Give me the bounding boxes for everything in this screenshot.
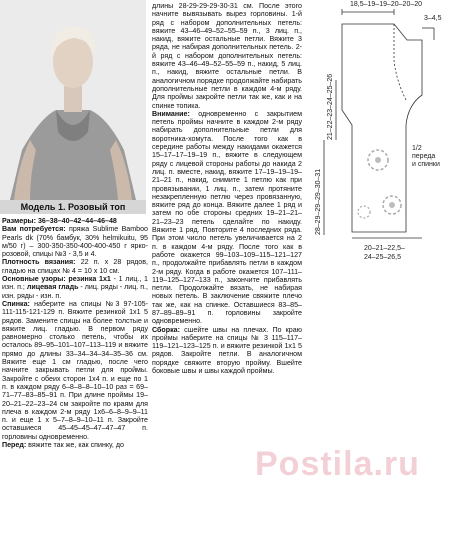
back-label: Спинка: (2, 299, 30, 308)
watermark-logo: Postila.ru (255, 445, 420, 483)
patterns-label: Основные узоры: (2, 275, 66, 284)
bottom-width-line-1: 20–21–22,5– (364, 245, 405, 252)
top-width-label: 18,5–19–19–20–20–20 (350, 1, 423, 8)
shoulder-label: 3–4,5 (424, 15, 442, 22)
attention-text: одновременно с закрытием петель проймы начните в каждом 2-м ряду набирать дополнительные петли для воротника-хомута. После того как в середине работы между накидами окажется 15–17–17–19–19 п., вяжите в следующем ряду с лицевой стороны работы до накида 2 лиц. п. вместе, накид, вяжите 17–19–19–19–21–21 п., накид, снимите 1 петлю как при провязывании, 1 лиц. п., затем протяните незакрепленную петлю через провязанную, вяжите ряд до конца. Вяжите далее 1 ряд и затем по обе стороны средних 19–21–21–21–23–23 петель сделайте по накиду. Вяжите 1 ряд. Повторите 4 последних ряда. При этом число петель увеличивается на 2 п. в каждом 4-м ряду. После того как в работе окажется 99–103–109–115–121–127 п., продолжайте прибавлять петли в каждом 2-м ряду. Когда в работе окажется 107–111–119–125–127–133 п., закончите прибавлять петли. Продолжайте вязать, не набирая новых петель. В заключение свяжите плечо так же, как на спинке. Оставшиеся 83–85–87–89–89–91 п. горловины закройте одновременно. (152, 109, 302, 326)
sizes-label: Размеры: (2, 217, 36, 225)
assembly-label: Сборка: (152, 325, 180, 334)
note-line-1: 1/2 (412, 145, 422, 152)
attention-paragraph (152, 110, 302, 326)
assembly-paragraph (152, 326, 302, 376)
snowflake-icon (358, 150, 401, 218)
note-line-2: переда (412, 153, 436, 160)
left-heights-2-label: 28–29–29–29–30–31 (315, 168, 322, 235)
pattern-schematic (312, 0, 460, 300)
patterns-rib-value: - 1 лиц., 1 изн. п.; (2, 275, 148, 292)
patterns-paragraph (2, 275, 148, 300)
bottom-width-line-2: 24–25–26,5 (364, 254, 401, 261)
sizes-paragraph (2, 217, 148, 225)
front-text: вяжите так же, как спинку, до (28, 441, 124, 450)
density-label: Плотность вязания: (2, 258, 76, 267)
photo-caption: Модель 1. Розовый топ (0, 200, 146, 214)
density-value: 22 п. х 28 рядов, гладью на спицах № 4 = 10 х 10 см. (2, 258, 148, 275)
patterns-rib: резинка 1х1 (68, 275, 111, 284)
front-continued-paragraph: длины 28-29-29-29-30-31 см. После этого начните вывязывать вырез горловины. 1-й ряд с набором дополнительных петель: вяжите 43–46–49–52–55–59 п., 3 лиц. п., накид, вяжите остальные петли. Вяжите 3 ряда, не набирая дополнительных петель. 2-й ряд с набором дополнительных петель: вяжите 43–46–49–52–55–59 п., накид, 5 лиц. п., накид, вяжите остальные петли. В аналогичном порядке продолжайте набирать дополнительные петли в каждом 4-м ряду. Для проймы закройте петли так же, как и на спинке топика. (152, 2, 302, 110)
model-photo-image (0, 0, 146, 200)
note-line-3: и спинки (412, 161, 440, 168)
front-paragraph (2, 441, 148, 449)
back-text: наберите на спицы №3 97-105-111-115-121-129 п. Вяжите резинкой 1х1 5 рядов. Замените спицы на более толстые и вяжите лиц. гладью. В первом ряду равномерно столько петель, чтобы их осталось 89–95–101–107–113–119 и вяжите прямо до длины 33–34–34–34–35–36 см. Вяжите еще 1 см гладью, после чего начните закрывать петли для проймы. Закройте с обеих сторон 1х4 п. и еще по 1 п. в каждом ряду 6–8–8–8–10–10 раз = 69–71–77–83–85–91 п. При длине проймы 19–20–21–22–23–24 см закройте по краям для плеча в каждом 2-м ряду 1х6–6–8–9–9–11 п. и еще 1 х 5–7–8–9–10–11 п. Закройте оставшиеся 45–45–45–47–47–47 п. горловины одновременно. (2, 299, 148, 441)
instructions-column-1 (2, 217, 148, 537)
assembly-text: сшейте швы на плечах. По краю проймы наберите на спицы № 3 115–117–119–121–123–125 п. и вяжите резинкой 1х1 5 рядов. Закройте петли. В аналогичном порядке свяжите вторую пройму. Вшейте боковые швы и швы каждой проймы. (152, 325, 302, 376)
materials-value: пряжа Sublime Bamboo Pearls dk (70% бамбук, 30% helmikuitu, 95 м/50 г) – 300-350-350-400-400-450 г ярко-розовой, спицы №3 - 3,5 и 4. (2, 225, 148, 259)
model-photo (0, 0, 146, 200)
density-paragraph (2, 258, 148, 275)
sizes-value: 36–38–40–42–44–46–48 (37, 217, 117, 225)
back-paragraph (2, 300, 148, 441)
left-heights-1-label: 21–22–23–24–25–26 (327, 73, 334, 140)
pattern-diagram (312, 0, 460, 300)
patterns-stockinette: лицевая гладь (26, 283, 79, 292)
patterns-stockinette-value: - лиц. ряды - лиц. п., изн. ряды - изн. п. (2, 283, 148, 300)
attention-label: Внимание: (152, 109, 190, 118)
front-label: Перед: (2, 441, 27, 450)
materials-paragraph (2, 225, 148, 258)
materials-label: Вам потребуется: (2, 225, 66, 234)
